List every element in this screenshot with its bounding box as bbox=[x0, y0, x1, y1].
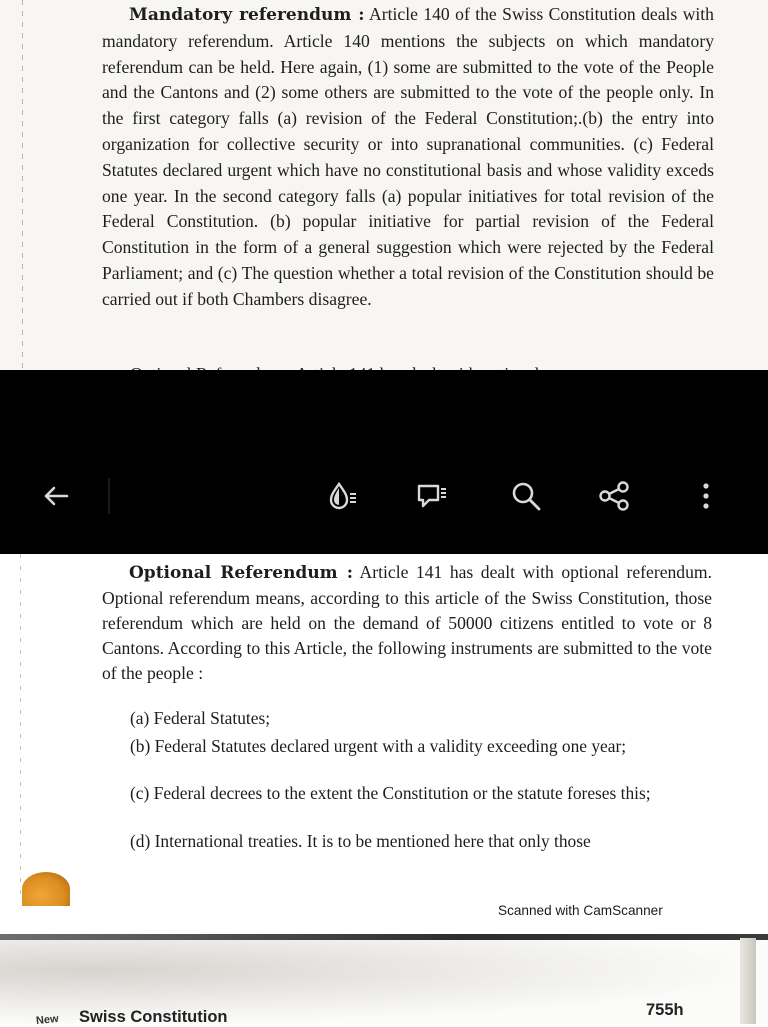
search-icon bbox=[509, 479, 543, 513]
reading-mode-button[interactable] bbox=[322, 476, 362, 516]
scanner-watermark: Scanned with CamScanner bbox=[498, 903, 663, 918]
more-vertical-icon bbox=[689, 479, 723, 513]
next-page-scan bbox=[0, 934, 768, 1027]
search-button[interactable] bbox=[506, 476, 546, 516]
page-edge-shadow bbox=[0, 934, 768, 940]
top-page-scan bbox=[0, 0, 768, 370]
page-margin-line bbox=[20, 554, 21, 894]
page-right-edge bbox=[740, 938, 756, 1024]
bottom-page-scan bbox=[0, 554, 768, 1027]
share-icon bbox=[597, 479, 631, 513]
toolbar-divider bbox=[108, 478, 110, 514]
paragraph-lead: Optional Referendum : bbox=[129, 563, 353, 583]
footer-title: Swiss Constitution bbox=[79, 1008, 228, 1026]
more-options-button[interactable] bbox=[686, 476, 726, 516]
list-item-c: (c) Federal decrees to the extent the Constitution or the statute foreses this; bbox=[130, 783, 651, 803]
list-item-a: (a) Federal Statutes; bbox=[130, 708, 271, 728]
page-margin-line bbox=[22, 0, 23, 370]
paragraph-text: Article 140 of the Swiss Constitution deals with mandatory referendum. Article 140 mentions the subjects on which mandatory referendum can be held. Here again, (1) some are submitted to the vote of the People and the Cantons and (2) some others are submitted to the vote of the people only. In the first category falls (a) revision of the Federal Constitution;.(b) the entry into organization for collective security or into supranational communities. (c) Federal Statutes declared urgent which have no constitutional basis and whose validity exceds one year. In the second category falls (a) popular initiatives for total revision of the Federal Constitution. (b) popular initiative for partial revision of the Federal Constitution in the form of a general suggestion which were rejected by the Federal Parliament; and (c) The question whether a total revision of the Constitution should be carried out if both Chambers disagree. bbox=[102, 4, 714, 309]
paragraph-text: Article 141 has dealt with optional referendum. Optional referendum means, according to this article of the Swiss Constitution, those referendum which are held on the demand of 50000 citizens entitled to vote or 8 Cantons. According to this Article, the following instruments are submitted to the vote of the people : bbox=[102, 562, 712, 683]
reading-mode-icon bbox=[325, 479, 359, 513]
page-number: 755h bbox=[646, 1001, 684, 1019]
paragraph-lead: Mandatory referendum : bbox=[129, 5, 365, 25]
page-corner-mark bbox=[22, 872, 70, 906]
optional-referendum-paragraph bbox=[102, 560, 712, 686]
annotations-icon bbox=[415, 479, 449, 513]
list-item-b: (b) Federal Statutes declared urgent with a validity exceeding one year; bbox=[130, 736, 627, 756]
annotations-button[interactable] bbox=[412, 476, 452, 516]
footer-prefix: New bbox=[35, 1012, 60, 1027]
viewer-toolbar bbox=[0, 370, 768, 554]
share-button[interactable] bbox=[594, 476, 634, 516]
list-item-d: (d) International treaties. It is to be mentioned here that only those bbox=[130, 831, 591, 851]
back-button[interactable] bbox=[36, 476, 76, 516]
mandatory-referendum-paragraph bbox=[102, 2, 714, 313]
back-arrow-icon bbox=[39, 479, 73, 513]
